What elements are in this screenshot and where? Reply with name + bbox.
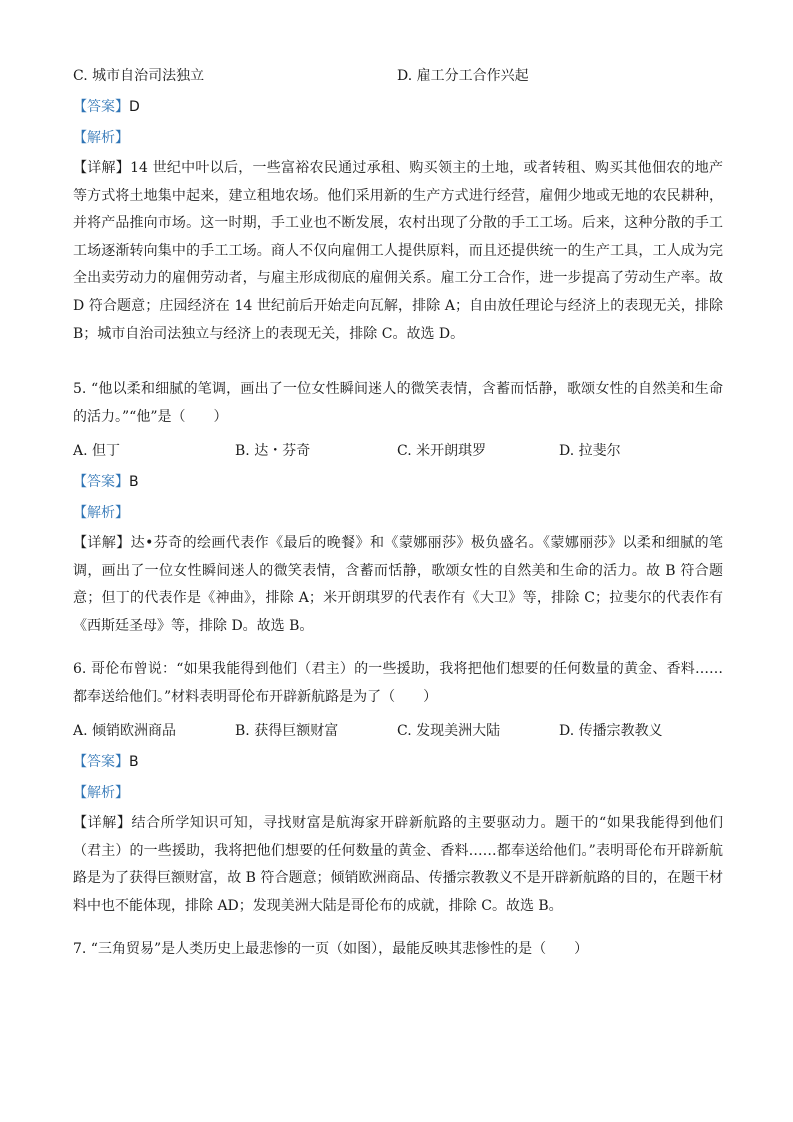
q6-stem: 6. 哥伦布曾说：“如果我能得到他们（君主）的一些援助，我将把他们想要的任何数量的黄金、香料……都奉送给他们。”材料表明哥伦布开辟新航路是为了（ ）: [73, 661, 723, 705]
detail-label: 【详解】: [73, 535, 131, 551]
answer-label: 【答案】: [73, 99, 129, 115]
q5-stem: 5. “他以柔和细腻的笔调，画出了一位女性瞬间迷人的微笑表情，含蓄而恬静，歌颂女性的自然美和生命的活力。”“他”是（ ）: [73, 381, 723, 425]
detail-text: 结合所学知识可知，寻找财富是航海家开辟新航路的主要驱动力。题干的“如果我能得到他们（君主）的一些援助，我将把他们想要的任何数量的黄金、香料……都奉送给他们。”表明哥伦布开辟新航路是为了获得巨额财富，故 B 符合题意；倾销欧洲商品、传播宗教教义不是开辟新航路的目的，在题干材料中也不能体现，排除 AD；发现美洲大陆是哥伦布的成就，排除 C。故选 B。: [73, 815, 724, 914]
answer-label: 【答案】: [73, 474, 129, 490]
q6-analysis-label: 【解析】: [73, 785, 129, 801]
q6-option-a: A. 倾销欧洲商品: [73, 723, 177, 739]
q4-detail: [73, 155, 723, 348]
detail-text: 达•芬奇的绘画代表作《最后的晚餐》和《蒙娜丽莎》极负盛名。《蒙娜丽莎》以柔和细腻的笔调，画出了一位女性瞬间迷人的微笑表情，含蓄而恬静，歌颂女性的自然美和生命的活力。故 B 符合题意；但丁的代表作是《神曲》，排除 A；米开朗琪罗的代表作有《大卫》等，排除 C；拉斐尔的代表作有《西斯廷圣母》等，排除 D。故选 B。: [73, 535, 723, 634]
detail-label: 【详解】: [73, 815, 132, 831]
q4-option-d: D. 雇工分工合作兴起: [397, 68, 529, 84]
detail-text: 14 世纪中叶以后，一些富裕农民通过承租、购买领主的土地，或者转租、购买其他佃农的地产等方式将土地集中起来，建立租地农场。他们采用新的生产方式进行经营，雇佣少地或无地的农民耕种，并将产品推向市场。这一时期，手工业也不断发展，农村出现了分散的手工工场。后来，这种分散的手工工场逐渐转向集中的手工工场。商人不仅向雇佣工人提供原料，而且还提供统一的生产工具，工人成为完全出卖劳动力的雇佣劳动者，与雇主形成彻底的雇佣关系。雇工分工合作，进一步提高了劳动生产率。故 D 符合题意；庄园经济在 14 世纪前后开始走向瓦解，排除 A；自由放任理论与经济上的表现无关，排除 B；城市自治司法独立与经济上的表现无关，排除 C。故选 D。: [73, 160, 724, 342]
q5-option-d: D. 拉斐尔: [559, 443, 621, 459]
q6-option-d: D. 传播宗教教义: [559, 723, 663, 739]
q4-option-c: C. 城市自治司法独立: [73, 68, 205, 84]
q6-answer: [73, 752, 139, 772]
q6-detail: [73, 810, 723, 920]
answer-value: D: [129, 99, 140, 115]
q5-option-b: B. 达・芬奇: [235, 443, 311, 459]
q4-analysis-label: 【解析】: [73, 130, 129, 146]
q7-stem: 7. “三角贸易”是人类历史上最悲惨的一页（如图），最能反映其悲惨性的是（ ）: [73, 941, 589, 957]
q6-option-b: B. 获得巨额财富: [235, 723, 339, 739]
q5-option-a: A. 但丁: [73, 443, 121, 459]
answer-value: B: [129, 474, 139, 490]
detail-label: 【详解】: [73, 160, 131, 176]
q5-detail: [73, 530, 723, 640]
answer-label: 【答案】: [73, 754, 129, 770]
q5-analysis-label: 【解析】: [73, 505, 129, 521]
q6-option-c: C. 发现美洲大陆: [397, 723, 501, 739]
q5-answer: [73, 472, 139, 492]
q5-option-c: C. 米开朗琪罗: [397, 443, 487, 459]
q4-answer: [73, 97, 140, 117]
answer-value: B: [129, 754, 139, 770]
